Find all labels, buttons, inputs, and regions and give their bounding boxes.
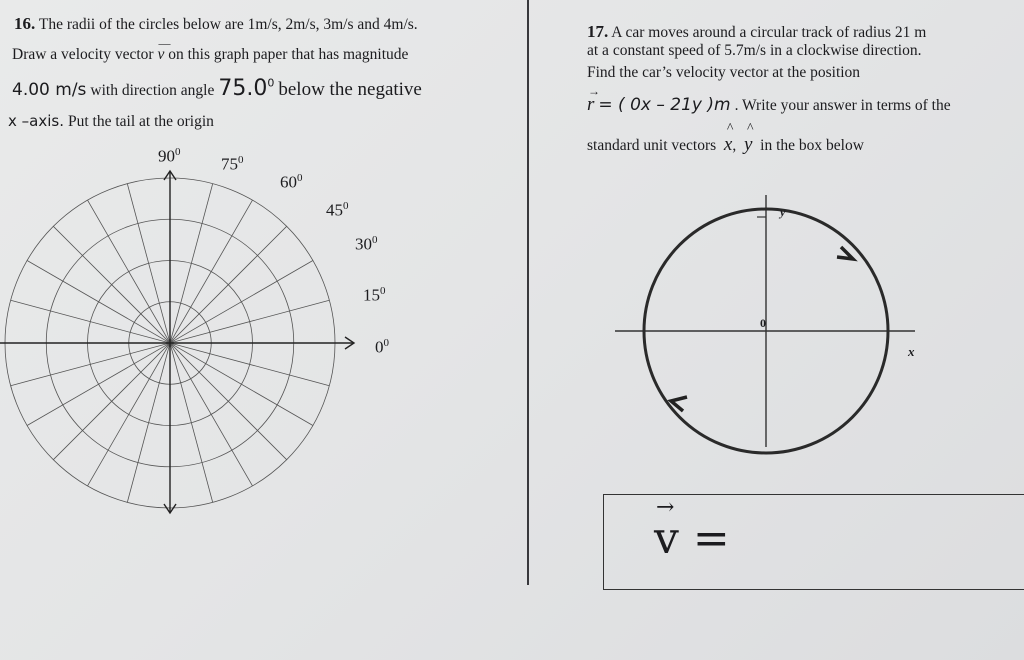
problem17-line3 bbox=[587, 64, 860, 82]
problem17-line2 bbox=[587, 42, 921, 60]
problem17-line5-end: in the box below bbox=[760, 137, 864, 154]
angle-value: 75.0$^0$ bbox=[218, 76, 275, 101]
column-divider bbox=[527, 0, 529, 585]
problem17-line1 bbox=[587, 22, 926, 42]
answer-box[interactable] bbox=[603, 494, 1024, 590]
unit-y-symbol: ^ y bbox=[743, 121, 754, 155]
angle-label-30: $30^0$ bbox=[355, 234, 378, 254]
problem17-line3-text: Find the car’s velocity vector at the position bbox=[587, 64, 861, 81]
problem17-line1-text: A car moves around a circular track of radius 21 m bbox=[611, 24, 927, 41]
problem16-line2-post: on this graph paper that has magnitude bbox=[168, 46, 409, 63]
problem17-line5-pre: standard unit vectors bbox=[587, 137, 717, 154]
problem17-line2-text: at a constant speed of 5.7m/s in a clockwise direction. bbox=[587, 42, 922, 59]
position-equation: = ( 0x – 21y )m bbox=[598, 95, 731, 115]
problem16-number: 16. bbox=[14, 14, 36, 33]
angle-label-45: $45^0$ bbox=[326, 200, 349, 220]
velocity-symbol: — v bbox=[157, 36, 171, 63]
problem16-line3-end: below the negative bbox=[278, 79, 422, 100]
x-axis-label: x bbox=[908, 344, 915, 359]
problem17-line5: standard unit vectors ^ x, ^ y in the box below bbox=[587, 121, 864, 155]
angle-label-90: $90^0$ bbox=[158, 146, 181, 166]
velocity-var: v bbox=[157, 46, 165, 63]
angle-label-15: $15^0$ bbox=[363, 285, 386, 305]
unit-x-symbol: ^ x bbox=[723, 121, 734, 155]
origin-label: 0 bbox=[760, 316, 766, 330]
problem16-line2-pre: Draw a velocity vector bbox=[12, 46, 154, 63]
problem16-line4 bbox=[8, 112, 214, 131]
problem16-line2 bbox=[12, 36, 409, 64]
problem16-line1 bbox=[14, 14, 418, 34]
position-symbol: → r bbox=[587, 84, 600, 115]
y-axis-label: y bbox=[780, 205, 786, 219]
answer-label: → v = bbox=[654, 495, 730, 564]
angle-label-60: $60^0$ bbox=[280, 172, 303, 192]
polar-graph-paper[interactable] bbox=[0, 160, 360, 540]
problem16-line1-text: The radii of the circles below are 1m/s, 2m/s, 3m/s and 4m/s. bbox=[38, 16, 418, 33]
problem17-number: 17. bbox=[587, 22, 609, 41]
problem16-line3-mid: with direction angle bbox=[90, 82, 215, 99]
angle-label-0: $0^0$ bbox=[375, 337, 389, 357]
problem17-line4-end: . Write your answer in terms of the bbox=[734, 97, 951, 114]
problem17-line4 bbox=[587, 84, 951, 116]
magnitude-value: 4.00 m/s bbox=[12, 80, 87, 100]
clockwise-arrow-top bbox=[837, 247, 853, 259]
angle-label-75: $75^0$ bbox=[221, 154, 244, 174]
problem16-line3 bbox=[12, 76, 422, 101]
problem16-line4-end: Put the tail at the origin bbox=[67, 113, 214, 130]
x-axis-text: x –axis. bbox=[8, 112, 64, 130]
